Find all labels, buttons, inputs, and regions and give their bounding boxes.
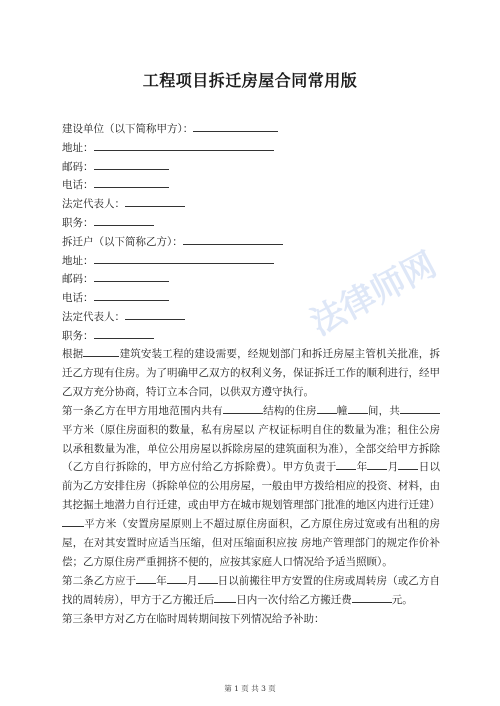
art1-text-4: 间，共 xyxy=(367,404,401,417)
party-b-phone-blank[interactable] xyxy=(94,289,169,301)
party-b-position-label: 职务： xyxy=(62,329,94,342)
party-b-postcode-label: 邮码： xyxy=(62,273,94,286)
party-a-address-label: 地址： xyxy=(62,141,94,154)
art2-day-blank[interactable] xyxy=(198,572,218,584)
art2-year-blank[interactable] xyxy=(136,572,156,584)
art1-month-blank[interactable] xyxy=(367,458,387,470)
party-a-address-blank[interactable] xyxy=(94,139,274,151)
intro-paragraph xyxy=(62,345,440,402)
moving-fee-blank[interactable] xyxy=(352,591,392,603)
art1-text-7: 月 xyxy=(387,461,399,474)
area-blank[interactable] xyxy=(400,402,440,414)
article-3-paragraph: 第三条甲方对乙方在临时周转期间按下列情况给予补助： xyxy=(62,612,325,625)
article-2-paragraph xyxy=(62,572,440,610)
resettle-area-blank[interactable] xyxy=(62,515,84,527)
art1-text-5: 平方米（原住房面积的数量，私有房屋以 产权证标明自住的数量为准；租住公房以承租数量为准，单位公用房屋以拆除房屋的建筑面积为准），全部交给甲方拆除（乙方自行拆除的，甲方应付给乙方拆除费）。甲方负责于 xyxy=(62,423,440,474)
art2-text-1: 第二条乙方应于 xyxy=(62,574,137,587)
intro-text-2: 建筑安装工程的建设需要，经规划部门和拆迁房屋主管机关批准，拆迁乙方现有住房。为了明确甲乙双方的权利义务，保证拆迁工作的顺利进行，经甲乙双方充分协商，特订立本合同，以供双方遵守执行。 xyxy=(62,348,440,398)
art2-text-2: 年 xyxy=(156,574,167,587)
party-a-position-label: 职务： xyxy=(62,216,94,229)
party-a-header-field xyxy=(62,120,462,139)
party-b-phone-label: 电话： xyxy=(62,292,94,305)
art1-text-2: 结构的住房 xyxy=(262,404,317,417)
art2-text-3: 月 xyxy=(186,574,198,587)
party-b-address-label: 地址： xyxy=(62,254,94,267)
watermark-text: 法律师网 xyxy=(304,244,443,344)
art1-day-blank[interactable] xyxy=(398,458,418,470)
party-b-address-blank[interactable] xyxy=(94,252,274,264)
contract-body xyxy=(62,345,440,629)
party-b-header-label: 拆迁户（以下简称乙方）： xyxy=(62,235,183,248)
project-name-blank[interactable] xyxy=(83,345,119,357)
party-a-postcode-label: 邮码： xyxy=(62,160,94,173)
payment-days-blank[interactable] xyxy=(214,591,236,603)
party-a-legal-rep-blank[interactable] xyxy=(125,195,185,207)
party-a-position-field xyxy=(62,214,462,233)
intro-text-1: 根据 xyxy=(62,348,84,360)
article-1-paragraph xyxy=(62,402,440,572)
art2-text-6: 元。 xyxy=(391,593,413,606)
party-a-name-blank[interactable] xyxy=(193,120,278,132)
party-a-postcode-field xyxy=(62,158,462,177)
art1-text-8: 日以前为乙方安排住房（拆除单位的公用房屋，一般由甲方拨给相应的投资、材料，由其挖掘土地潜力自行迁建，或由甲方在城市规划管理部门批准的地区内进行迁建） xyxy=(62,461,440,512)
building-count-blank[interactable] xyxy=(317,402,337,414)
party-a-phone-field xyxy=(62,176,462,195)
art1-text-6: 年 xyxy=(356,461,368,474)
page-footer: 第 1 页 共 3 页 xyxy=(224,684,276,693)
art2-text-5: 日内一次付给乙方搬迁费 xyxy=(236,593,352,606)
document-title: 工程项目拆迁房屋合同常用版 xyxy=(142,71,358,90)
art1-year-blank[interactable] xyxy=(336,458,356,470)
structure-blank[interactable] xyxy=(223,402,263,414)
room-count-blank[interactable] xyxy=(348,402,368,414)
art1-text-1: 第一条乙方在甲方用地范围内共有 xyxy=(62,404,223,417)
party-a-header-label: 建设单位（以下简称甲方）： xyxy=(62,123,194,135)
party-a-phone-blank[interactable] xyxy=(94,176,169,188)
party-a-legal-rep-field xyxy=(62,195,462,214)
party-b-position-blank[interactable] xyxy=(94,327,154,339)
art2-month-blank[interactable] xyxy=(167,572,187,584)
art1-text-3: 幢 xyxy=(336,404,348,417)
party-a-postcode-blank[interactable] xyxy=(94,158,169,170)
party-b-name-blank[interactable] xyxy=(183,233,283,245)
party-b-legal-rep-label: 法定代表人： xyxy=(62,310,125,323)
party-b-legal-rep-blank[interactable] xyxy=(125,308,185,320)
party-a-position-blank[interactable] xyxy=(94,214,154,226)
party-b-position-field xyxy=(62,327,462,346)
party-a-address-field xyxy=(62,139,462,158)
party-b-postcode-blank[interactable] xyxy=(94,270,169,282)
art2-text-4: 日以前搬往甲方安置的住房或周转房（或乙方自找的周转房），甲方于乙方搬迁后 xyxy=(62,574,440,606)
party-a-phone-label: 电话： xyxy=(62,179,94,192)
art1-text-9: 平方米（安置房屋原则上不超过原住房面积，乙方原住房过宽或有出租的房屋，在对其安置时应适当压缩，但对压缩面积应按 房地产管理部门的规定作价补偿；乙方原住房严重拥挤不便的，应按其家庭人口情况给予适当照顾）。 xyxy=(62,518,440,568)
party-a-legal-rep-label: 法定代表人： xyxy=(62,198,125,211)
